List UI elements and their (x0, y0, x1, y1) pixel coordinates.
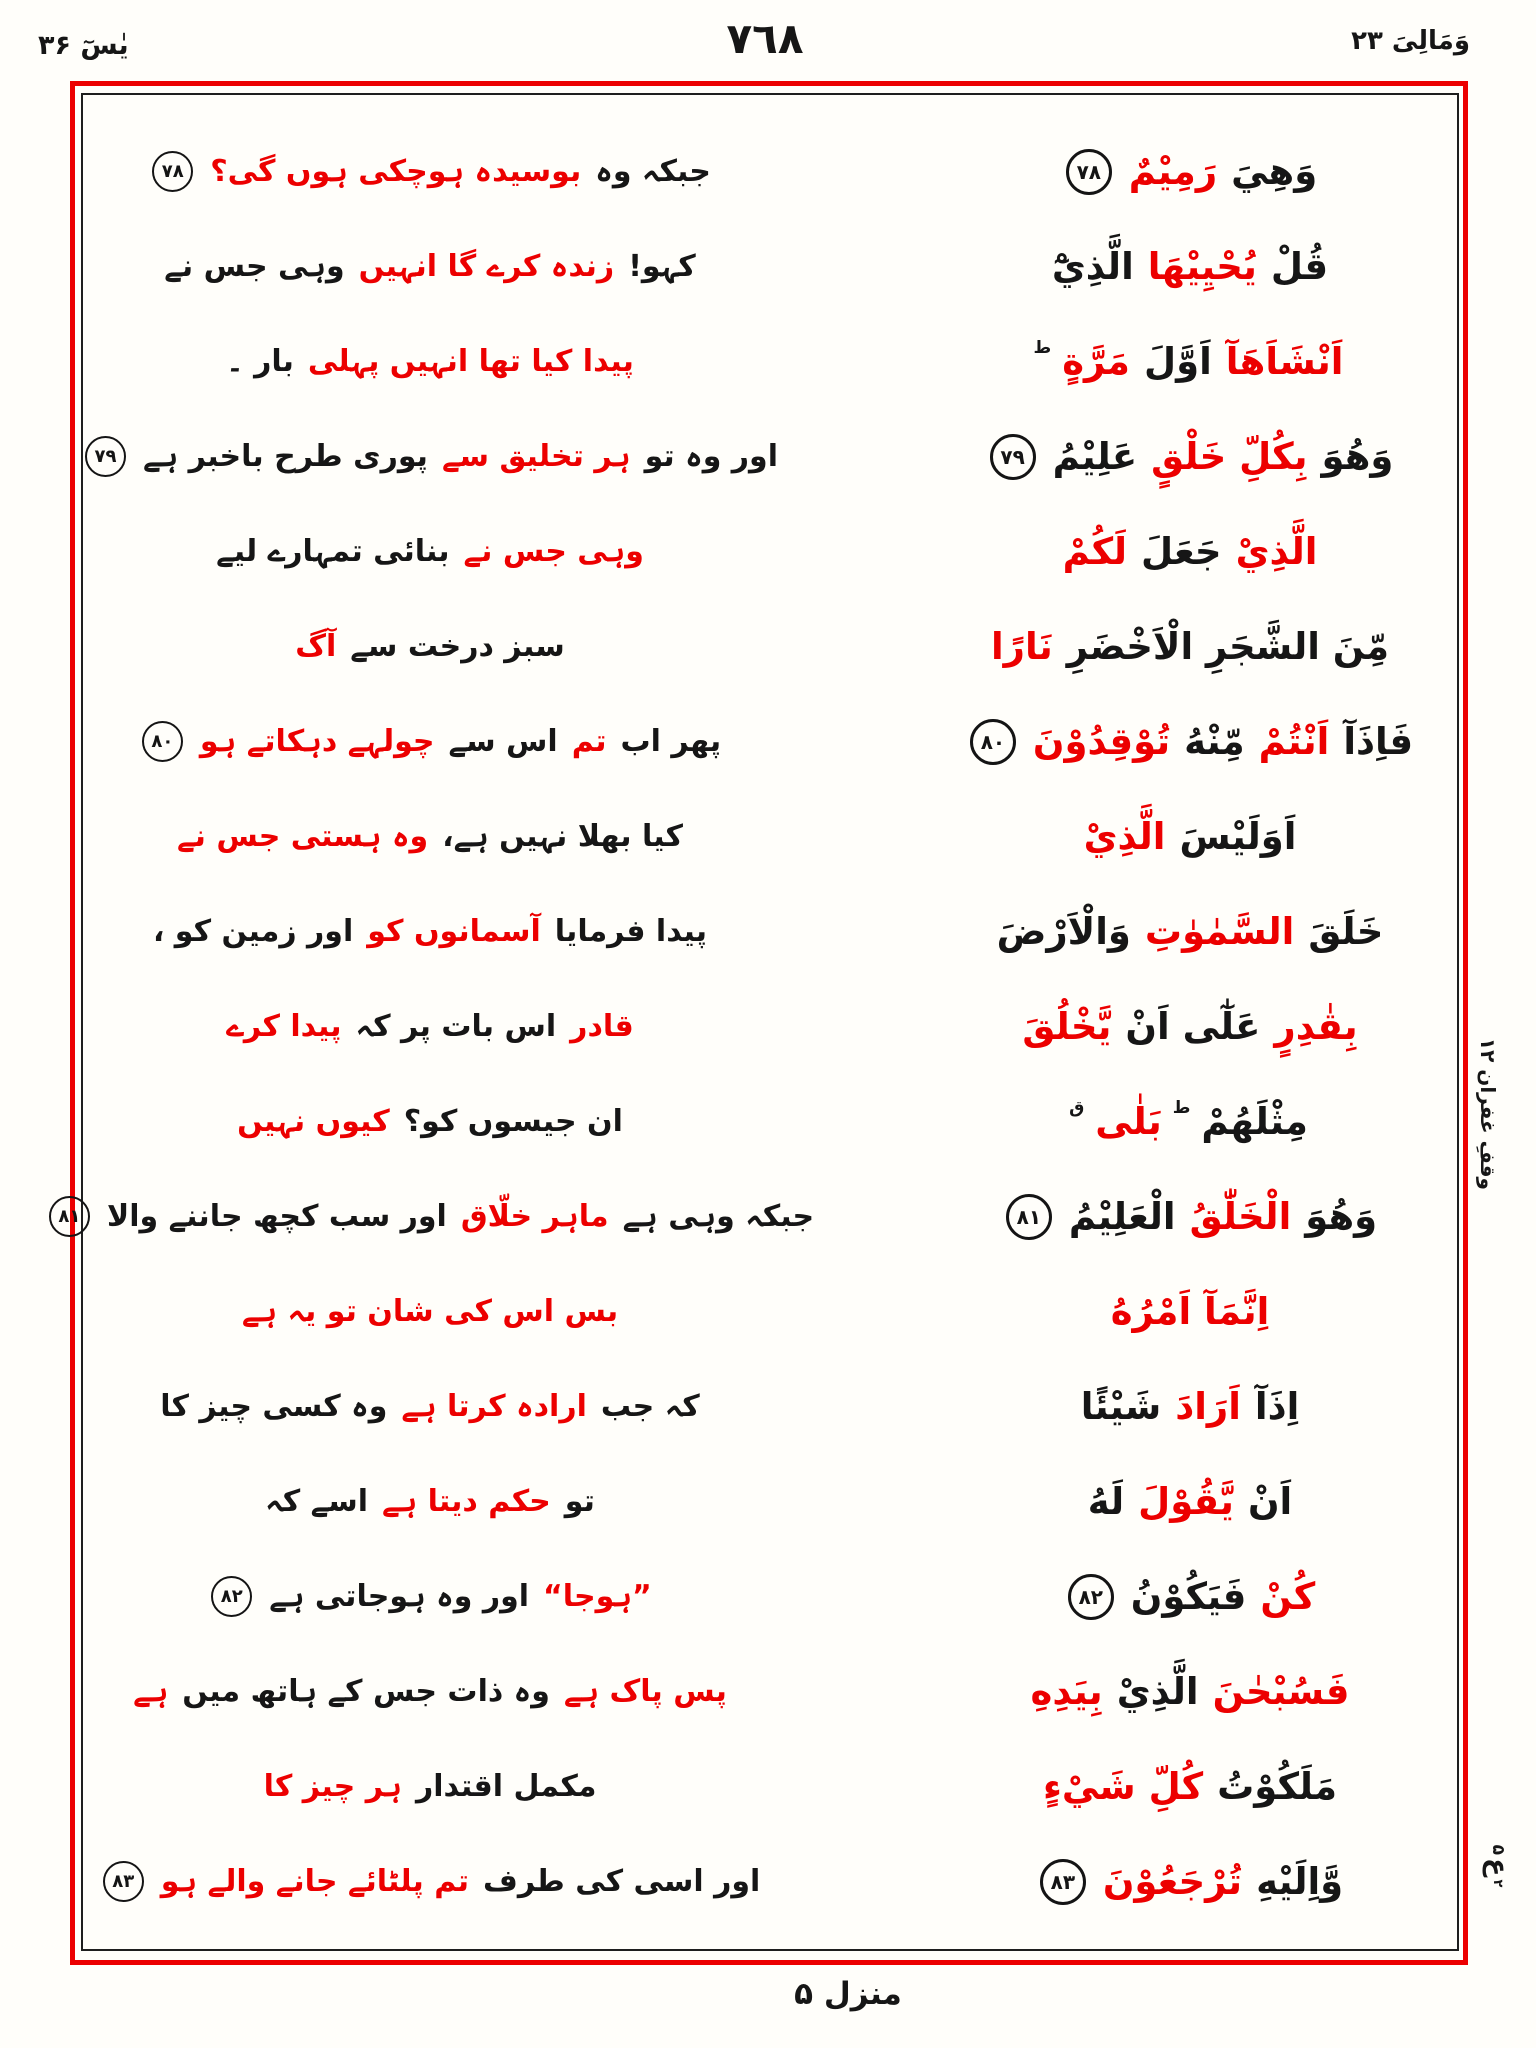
arabic-word-group: مَرَّةٍ (1062, 339, 1130, 383)
arabic-word-group: اَنْ (1247, 1479, 1293, 1523)
urdu-word-group: اس سے (448, 724, 558, 759)
urdu-word-group: بس اس کی شان تو یہ ہے (241, 1294, 619, 1329)
arabic-verse-line (940, 1169, 1440, 1264)
arabic-word-group: عَلِيْمُ (1052, 434, 1138, 478)
urdu-word-group: تو (564, 1484, 595, 1519)
arabic-word-group: الَّذِيْٓ (1051, 244, 1134, 288)
arabic-word-group: فَاِذَآ (1343, 719, 1414, 763)
urdu-translation-line (100, 314, 760, 409)
ayah-number-badge: ٨٢ (211, 1576, 252, 1617)
urdu-word-group: وہی جس نے (164, 249, 345, 284)
urdu-word-group: چولہے دہکاتے ہو (199, 724, 435, 759)
urdu-translation-line (100, 599, 760, 694)
urdu-word-group: ہر چیز کا (263, 1769, 402, 1804)
urdu-word-group: کہ جب (600, 1389, 700, 1424)
arabic-word-group: الْخَلّٰقُ (1189, 1194, 1292, 1238)
urdu-translation-line (100, 884, 760, 979)
arabic-word-group: عَلٰٓى اَنْ (1125, 1004, 1261, 1048)
arabic-verse-line (940, 504, 1440, 599)
urdu-word-group: زندہ کرے گا انہیں (358, 249, 615, 284)
arabic-verse-line (940, 789, 1440, 884)
arabic-verse-line (940, 1644, 1440, 1739)
surah-name-label: یٰسٓ ۳۶ (38, 30, 129, 61)
urdu-word-group: اور اسی کی طرف (483, 1864, 761, 1899)
ayah-number-badge: ٨٠ (970, 719, 1016, 765)
ruku-ayn-symbol: ع (1482, 1858, 1514, 1877)
urdu-word-group: کہو! (628, 249, 696, 284)
arabic-word-group: فَسُبْحٰنَ (1212, 1669, 1350, 1713)
urdu-word-group: پیدا فرمایا (554, 914, 708, 949)
arabic-verse-line (940, 1454, 1440, 1549)
urdu-word-group: بوسیدہ ہوچکی ہوں گی؟ (210, 154, 582, 189)
arabic-word-group: الْعَلِيْمُ (1068, 1194, 1176, 1238)
arabic-word-group: شَيْئًا (1080, 1384, 1162, 1428)
urdu-word-group: ماہر خلّاق (460, 1199, 609, 1234)
ayah-number-badge: ٨٢ (1068, 1574, 1114, 1620)
arabic-word-group: جَعَلَ (1141, 529, 1222, 573)
urdu-word-group: جبکہ وہ (595, 154, 711, 189)
arabic-word-group: يُحْيِيْهَا (1147, 244, 1257, 288)
urdu-word-group: مکمل اقتدار (415, 1769, 597, 1804)
arabic-word-group: السَّمٰوٰتِ (1144, 909, 1295, 953)
arabic-word-group: كُلِّ شَيْءٍ (1042, 1764, 1204, 1808)
urdu-word-group: وہ کسی چیز کا (160, 1389, 388, 1424)
arabic-verse-line (940, 219, 1440, 314)
urdu-word-group: پس پاک ہے (563, 1674, 727, 1709)
ruku-number-top: ۵ (1488, 1844, 1508, 1855)
ayah-number-badge: ٧٨ (1066, 149, 1112, 195)
urdu-word-group: جبکہ وہی ہے (622, 1199, 815, 1234)
arabic-verse-line (940, 979, 1440, 1074)
arabic-verse-line (940, 409, 1440, 504)
urdu-word-group: تم (571, 724, 607, 759)
ayah-number-badge: ٨١ (49, 1196, 90, 1237)
urdu-translation-line (100, 1454, 760, 1549)
urdu-word-group: آسمانوں کو (367, 914, 541, 949)
urdu-word-group: ہے (133, 1674, 169, 1709)
arabic-word-group: قُلْ (1270, 244, 1329, 288)
urdu-word-group: ”ہوجا“ (543, 1579, 652, 1614)
urdu-translation-line (58, 1169, 815, 1264)
urdu-translation-line (100, 219, 760, 314)
urdu-translation-line (100, 789, 760, 884)
juz-name-label: وَمَالِیَ ۲۳ (1351, 26, 1470, 56)
ruku-marker (1468, 1836, 1528, 1896)
urdu-word-group: اور زمین کو ، (152, 914, 354, 949)
margin-waqf-note: وقفِ غفران ۱۲ (1476, 1037, 1500, 1190)
arabic-word-group: بِقٰدِرٍ (1274, 1004, 1358, 1048)
urdu-word-group: بار ۔ (226, 344, 294, 379)
arabic-word-group: وَهُوَ (1321, 434, 1394, 478)
urdu-word-group: وہی جس نے (463, 534, 644, 569)
ayah-number-badge: ٨٣ (103, 1861, 144, 1902)
arabic-verse-line (940, 599, 1440, 694)
arabic-word-group: كُنْ (1260, 1574, 1316, 1618)
waqf-mark: ط (1033, 337, 1052, 358)
urdu-word-group: اسے کہ (265, 1484, 368, 1519)
urdu-translation-line (100, 1074, 760, 1169)
urdu-word-group: بنائی تمہارے لیے (216, 534, 450, 569)
arabic-word-group: فَيَكُوْنُ (1130, 1574, 1247, 1618)
arabic-word-group: بِكُلِّ خَلْقٍ (1151, 434, 1308, 478)
waqf-mark: ق (1069, 1097, 1085, 1118)
urdu-translation-column (58, 124, 815, 1929)
urdu-word-group: پیدا کرے (226, 1009, 342, 1044)
arabic-word-group: اَوَّلَ (1143, 339, 1212, 383)
arabic-word-group: وَالْاَرْضَ (996, 909, 1131, 953)
arabic-verse-line (940, 1359, 1440, 1454)
arabic-word-group: رَمِيْمٌ (1128, 149, 1218, 193)
arabic-word-group: لَهُ (1087, 1479, 1125, 1523)
arabic-word-group: اِنَّمَآ اَمْرُهُ (1110, 1289, 1270, 1333)
arabic-word-group: وَهُوَ (1305, 1194, 1378, 1238)
ayah-number-badge: ٨٠ (142, 721, 183, 762)
urdu-translation-line (94, 409, 778, 504)
urdu-word-group: کیوں نہیں (237, 1104, 390, 1139)
arabic-word-group: اَنْشَاَهَآ (1225, 339, 1344, 383)
arabic-word-group: نَارًا (990, 624, 1053, 668)
urdu-translation-line (100, 694, 760, 789)
arabic-word-group: وَّاِلَيْهِ (1256, 1859, 1344, 1903)
arabic-word-group: خَلَقَ (1308, 909, 1384, 953)
urdu-word-group: ہر تخلیق سے (441, 439, 631, 474)
arabic-word-group: الَّذِيْ (1116, 1669, 1199, 1713)
arabic-verse-line (940, 1074, 1440, 1169)
arabic-word-group: تُرْجَعُوْنَ (1102, 1859, 1243, 1903)
urdu-word-group: پوری طرح باخبر ہے (143, 439, 428, 474)
arabic-word-group: مِّنَ الشَّجَرِ الْاَخْضَرِ (1066, 624, 1390, 668)
arabic-word-group: اَرَادَ (1175, 1384, 1241, 1428)
urdu-translation-line (100, 1739, 760, 1834)
urdu-translation-line (100, 1359, 760, 1454)
arabic-word-group: الَّذِيْ (1083, 814, 1166, 858)
arabic-word-group: وَهِيَ (1231, 149, 1318, 193)
urdu-word-group: حکم دیتا ہے (381, 1484, 551, 1519)
urdu-word-group: تم پلٹائے جانے والے ہو (160, 1864, 470, 1899)
arabic-verse-line (940, 884, 1440, 979)
ayah-number-badge: ٨٣ (1040, 1859, 1086, 1905)
page-number: ٧٦٨ (726, 14, 804, 63)
waqf-mark: ط (1172, 1097, 1191, 1118)
ayah-number-badge: ٧٩ (85, 436, 126, 477)
arabic-word-group: تُوْقِدُوْنَ (1032, 719, 1171, 763)
urdu-word-group: پھر اب (620, 724, 722, 759)
arabic-verse-line (940, 694, 1440, 789)
arabic-verse-line (940, 1264, 1440, 1359)
manzil-label: منزل ۵ (794, 1976, 902, 2012)
arabic-word-group: اَنْتُمْ (1258, 719, 1330, 763)
urdu-word-group: آگ (295, 629, 337, 664)
arabic-verse-line (940, 1549, 1440, 1644)
arabic-verse-line (940, 314, 1440, 409)
arabic-word-group: مِّنْهُ (1184, 719, 1245, 763)
arabic-verse-line (940, 124, 1440, 219)
urdu-word-group: وہ ذات جس کے ہاتھ میں (182, 1674, 550, 1709)
arabic-word-group: اِذَآ (1254, 1384, 1300, 1428)
arabic-word-group: اَوَلَيْسَ (1179, 814, 1297, 858)
arabic-word-group: بَلٰى (1095, 1099, 1162, 1143)
urdu-word-group: پیدا کیا تھا انہیں پہلی (307, 344, 634, 379)
arabic-word-group: مِثْلَهُمْ (1201, 1099, 1308, 1143)
arabic-verse-line (940, 1739, 1440, 1834)
arabic-word-group: بِيَدِهِ (1030, 1669, 1103, 1713)
ayah-number-badge: ٨١ (1006, 1194, 1052, 1240)
urdu-translation-line (100, 1834, 760, 1929)
urdu-word-group: اور وہ تو (644, 439, 778, 474)
arabic-verse-line (940, 1834, 1440, 1929)
urdu-word-group: اس بات پر کہ (355, 1009, 557, 1044)
urdu-word-group: وہ ہستی جس نے (177, 819, 429, 854)
urdu-word-group: قادر (570, 1009, 634, 1044)
urdu-word-group: ارادہ کرتا ہے (401, 1389, 587, 1424)
arabic-word-group: يَّخْلُقَ (1022, 1004, 1112, 1048)
urdu-translation-line (100, 979, 760, 1074)
ruku-number-bottom: ٢ (1490, 1879, 1506, 1888)
urdu-word-group: اور سب کچھ جاننے والا (106, 1199, 447, 1234)
urdu-word-group: کیا بھلا نہیں ہے، (442, 819, 683, 854)
ayah-number-badge: ٧٨ (152, 151, 193, 192)
arabic-verse-column (940, 124, 1440, 1929)
arabic-word-group: لَكُمْ (1062, 529, 1127, 573)
urdu-word-group: سبز درخت سے (350, 629, 565, 664)
ayah-number-badge: ٧٩ (990, 434, 1036, 480)
urdu-translation-line (100, 1264, 760, 1359)
arabic-word-group: الَّذِيْ (1235, 529, 1318, 573)
urdu-word-group: ان جیسوں کو؟ (403, 1104, 623, 1139)
arabic-word-group: يَّقُوْلَ (1138, 1479, 1234, 1523)
urdu-word-group: اور وہ ہوجاتی ہے (269, 1579, 530, 1614)
urdu-translation-line (100, 504, 760, 599)
urdu-translation-line (100, 1549, 760, 1644)
urdu-translation-line (100, 1644, 760, 1739)
urdu-translation-line (100, 124, 760, 219)
arabic-word-group: مَلَكُوْتُ (1217, 1764, 1338, 1808)
